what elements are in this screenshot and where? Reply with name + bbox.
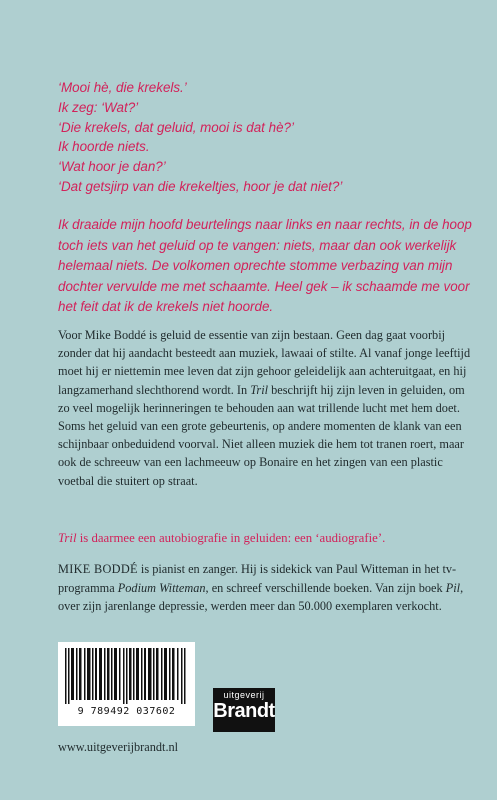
description-part-2: beschrijft hij zijn leven in geluiden, om zo veel mogelijk herinneringen te behouden aan wat trillende lucht met hem doet. Soms het geluid van een grote gebeurtenis, op andere momenten de klank van een schijnbaar onbeduidend voorval. Niet alleen muziek die hem tot tranen roert, maar ook de schreeuw van een lachmeeuw op Bonaire en het zingen van een plastic voetbal die stuitert op straat. bbox=[58, 382, 465, 488]
bio-part-2: , en schreef verschillende boeken. Van zijn boek bbox=[205, 580, 446, 595]
publisher-logo bbox=[213, 688, 275, 732]
publisher-logo-top: uitgeverij bbox=[223, 690, 265, 700]
barcode-icon bbox=[65, 648, 188, 704]
book-title-inline: Tril bbox=[250, 382, 269, 397]
tagline-title: Tril bbox=[58, 531, 77, 545]
quote-line: Ik hoorde niets. bbox=[58, 139, 150, 155]
author-bio bbox=[58, 560, 478, 616]
quote-line: ‘Wat hoor je dan?’ bbox=[58, 159, 166, 175]
tagline-text: is daarmee een autobiografie in geluiden: een ‘audiografie’. bbox=[76, 531, 386, 545]
isbn-barcode bbox=[58, 642, 195, 726]
description-part-1: Voor Mike Boddé is geluid de essentie van zijn bestaan. Geen dag gaat voorbij zonder dat hij aandacht besteedt aan muziek, lawaai of stilte. Al vanaf jonge leeftijd moet hij er niettemin mee leven dat zijn gehoor geleidelijk aan achteruitgaat, en hij langzamerhand slechthorend wordt. In bbox=[58, 328, 471, 397]
other-book-title: Pil bbox=[445, 580, 461, 595]
quote-line: Ik zeg: ‘Wat?’ bbox=[58, 99, 139, 115]
quote-line: ‘Mooi hè, die krekels.’ bbox=[58, 80, 187, 95]
tagline bbox=[58, 529, 478, 547]
description-paragraph bbox=[58, 326, 478, 490]
publisher-logo-name: Brandt bbox=[213, 700, 275, 722]
dialogue-quote bbox=[58, 78, 488, 197]
quote-line: ‘Dat getsjirp van die krekeltjes, hoor je dat niet?’ bbox=[58, 178, 343, 194]
publisher-url[interactable]: www.uitgeverijbrandt.nl bbox=[58, 740, 179, 754]
tv-program-title: Podium Witteman bbox=[117, 580, 206, 595]
bio-part-3: , over zijn jarenlange depressie, werden meer dan 50.000 exemplaren verkocht. bbox=[58, 580, 464, 613]
bio-part-1: is pianist en zanger. Hij is sidekick van Paul Witteman in het tv-programma bbox=[58, 562, 457, 595]
quote-line: ‘Die krekels, dat geluid, mooi is dat hè?’ bbox=[58, 119, 294, 135]
intro-paragraph: Ik draaide mijn hoofd beurtelings naar links en naar rechts, in de hoop toch iets van het geluid op te vangen: niets, maar dan ook werkelijk helemaal niets. De volkomen oprechte stomme verbazing van mijn dochter vervulde me met schaamte. Heel gek – ik schaamde me voor het feit dat ik de krekels niet hoorde. bbox=[58, 217, 472, 315]
author-name: MIKE BODDÉ bbox=[58, 562, 138, 576]
isbn-number: 9 789492 037602 bbox=[77, 706, 176, 717]
